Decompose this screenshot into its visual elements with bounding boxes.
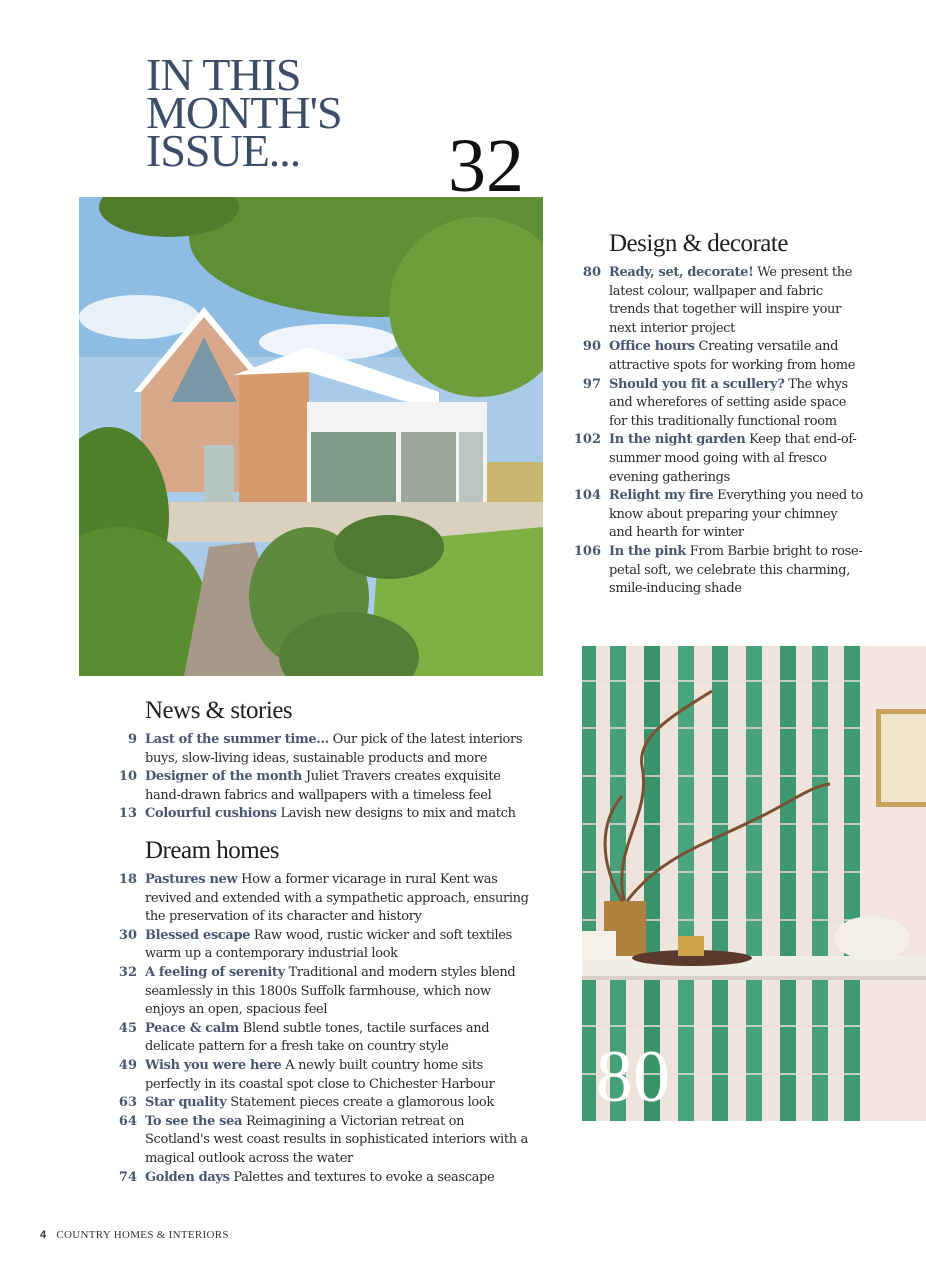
entry-text: Raw wood, rustic wicker and soft textiles warm up a contemporary industrial look	[145, 927, 512, 962]
entry-page: 13	[118, 806, 137, 822]
entry-headline: In the pink	[609, 543, 686, 559]
footer-publication: COUNTRY HOMES & INTERIORS	[56, 1229, 229, 1241]
toc-entry[interactable]	[109, 731, 529, 768]
entry-page: 80	[582, 265, 601, 280]
toc-entry[interactable]	[573, 487, 863, 543]
entry-headline: Colourful cushions	[145, 806, 277, 822]
toc-entry[interactable]	[573, 376, 863, 432]
toc-entry[interactable]	[109, 768, 529, 805]
toc-entry[interactable]	[109, 964, 529, 1020]
entry-text: Lavish new designs to mix and match	[280, 806, 516, 822]
entry-headline: Blessed escape	[145, 927, 251, 943]
section-title-dream-homes: Dream homes	[145, 837, 280, 864]
entry-headline: Ready, set, decorate!	[609, 265, 754, 280]
toc-entry[interactable]	[109, 805, 529, 824]
toc-entry[interactable]	[573, 338, 863, 375]
entry-page: 90	[582, 339, 601, 355]
entry-text: How a former vicarage in rural Kent was revived and extended with a sympathetic approach, ensuring the preservation of its character and history	[145, 872, 529, 925]
entry-text: Everything you need to know about preparing your chimney and hearth for winter	[609, 488, 863, 541]
entry-page: 18	[118, 872, 137, 887]
section-title-design: Design & decorate	[609, 230, 788, 257]
entry-page: 97	[582, 376, 601, 392]
toc-entry[interactable]	[573, 431, 863, 487]
entry-page: 10	[118, 769, 137, 785]
entry-headline: To see the sea	[145, 1113, 243, 1129]
entry-headline: Star quality	[145, 1095, 227, 1111]
toc-entry[interactable]	[109, 1094, 529, 1113]
entry-headline: Golden days	[145, 1169, 230, 1185]
section-title-news: News & stories	[145, 697, 293, 724]
feature-page-80-number: 80	[596, 1036, 670, 1118]
entry-text: The whys and wherefores of setting aside space for this traditionally functional room	[609, 376, 848, 429]
entry-text: Creating versatile and attractive spots for working from home	[609, 339, 856, 373]
entry-page: 9	[127, 732, 137, 747]
entry-headline: Office hours	[609, 339, 695, 355]
entry-page: 74	[118, 1169, 137, 1185]
entry-headline: Peace & calm	[145, 1020, 239, 1036]
entry-headline: In the night garden	[609, 432, 746, 448]
entry-text: Keep that end-of-summer mood going with al fresco evening gatherings	[609, 432, 857, 485]
toc-entry[interactable]	[573, 543, 863, 599]
entry-headline: A feeling of serenity	[145, 964, 285, 980]
entry-text: A newly built country home sits perfectly in its coastal spot close to Chichester Harbour	[145, 1057, 495, 1092]
toc-entry[interactable]	[109, 871, 529, 927]
masthead-line-3: ISSUE...	[146, 125, 301, 176]
entry-page: 45	[118, 1020, 137, 1036]
masthead-title	[146, 49, 342, 176]
page-footer	[40, 1229, 229, 1241]
entry-text: Blend subtle tones, tactile surfaces and delicate pattern for a fresh take on country style	[145, 1020, 490, 1055]
entry-headline: Last of the summer time...	[145, 732, 329, 747]
toc-entry[interactable]	[109, 1057, 529, 1094]
toc-entry[interactable]	[109, 1113, 529, 1169]
footer-page-number: 4	[40, 1229, 47, 1241]
entry-text: Reimagining a Victorian retreat on Scotland's west coast results in sophisticated interiors with a magical outlook across the water	[145, 1113, 528, 1166]
news-stories-section	[109, 697, 529, 824]
toc-entry[interactable]	[109, 1020, 529, 1057]
entry-headline: Relight my fire	[609, 488, 714, 504]
entry-page: 64	[118, 1113, 137, 1129]
entry-page: 63	[118, 1095, 137, 1111]
entry-text: We present the latest colour, wallpaper and fabric trends that together will inspire your next interior project	[609, 265, 853, 336]
entry-text: Our pick of the latest interiors buys, slow-living ideas, sustainable products and more	[145, 732, 523, 766]
entry-page: 32	[118, 964, 137, 980]
entry-page: 49	[118, 1057, 137, 1073]
toc-entry[interactable]	[109, 1169, 529, 1188]
entry-text: Palettes and textures to evoke a seascape	[233, 1169, 495, 1185]
masthead-line-2: MONTH'S	[146, 87, 342, 138]
entry-headline: Wish you were here	[145, 1057, 282, 1073]
masthead-line-1: IN THIS	[146, 49, 301, 100]
entry-text: From Barbie bright to rose-petal soft, we celebrate this charming, smile-inducing shade	[609, 543, 863, 597]
entry-text: Juliet Travers creates exquisite hand-drawn fabrics and wallpapers with a timeless feel	[145, 769, 501, 803]
house-photo	[79, 197, 543, 676]
entry-page: 102	[573, 432, 601, 448]
entry-page: 104	[573, 488, 601, 504]
entry-page: 30	[118, 927, 137, 943]
design-decorate-section	[573, 230, 863, 599]
entry-text: Traditional and modern styles blend seamlessly in this 1800s Suffolk farmhouse, which now enjoys an open, spacious feel	[145, 964, 516, 1018]
entry-text: Statement pieces create a glamorous look	[230, 1095, 494, 1111]
toc-entry[interactable]	[573, 264, 863, 338]
entry-page: 106	[573, 543, 601, 559]
entry-headline: Pastures new	[145, 872, 238, 887]
dream-homes-section	[109, 837, 529, 1187]
entry-headline: Designer of the month	[145, 769, 303, 785]
feature-page-32-number: 32	[448, 124, 524, 208]
toc-entry[interactable]	[109, 927, 529, 964]
entry-headline: Should you fit a scullery?	[609, 376, 785, 392]
